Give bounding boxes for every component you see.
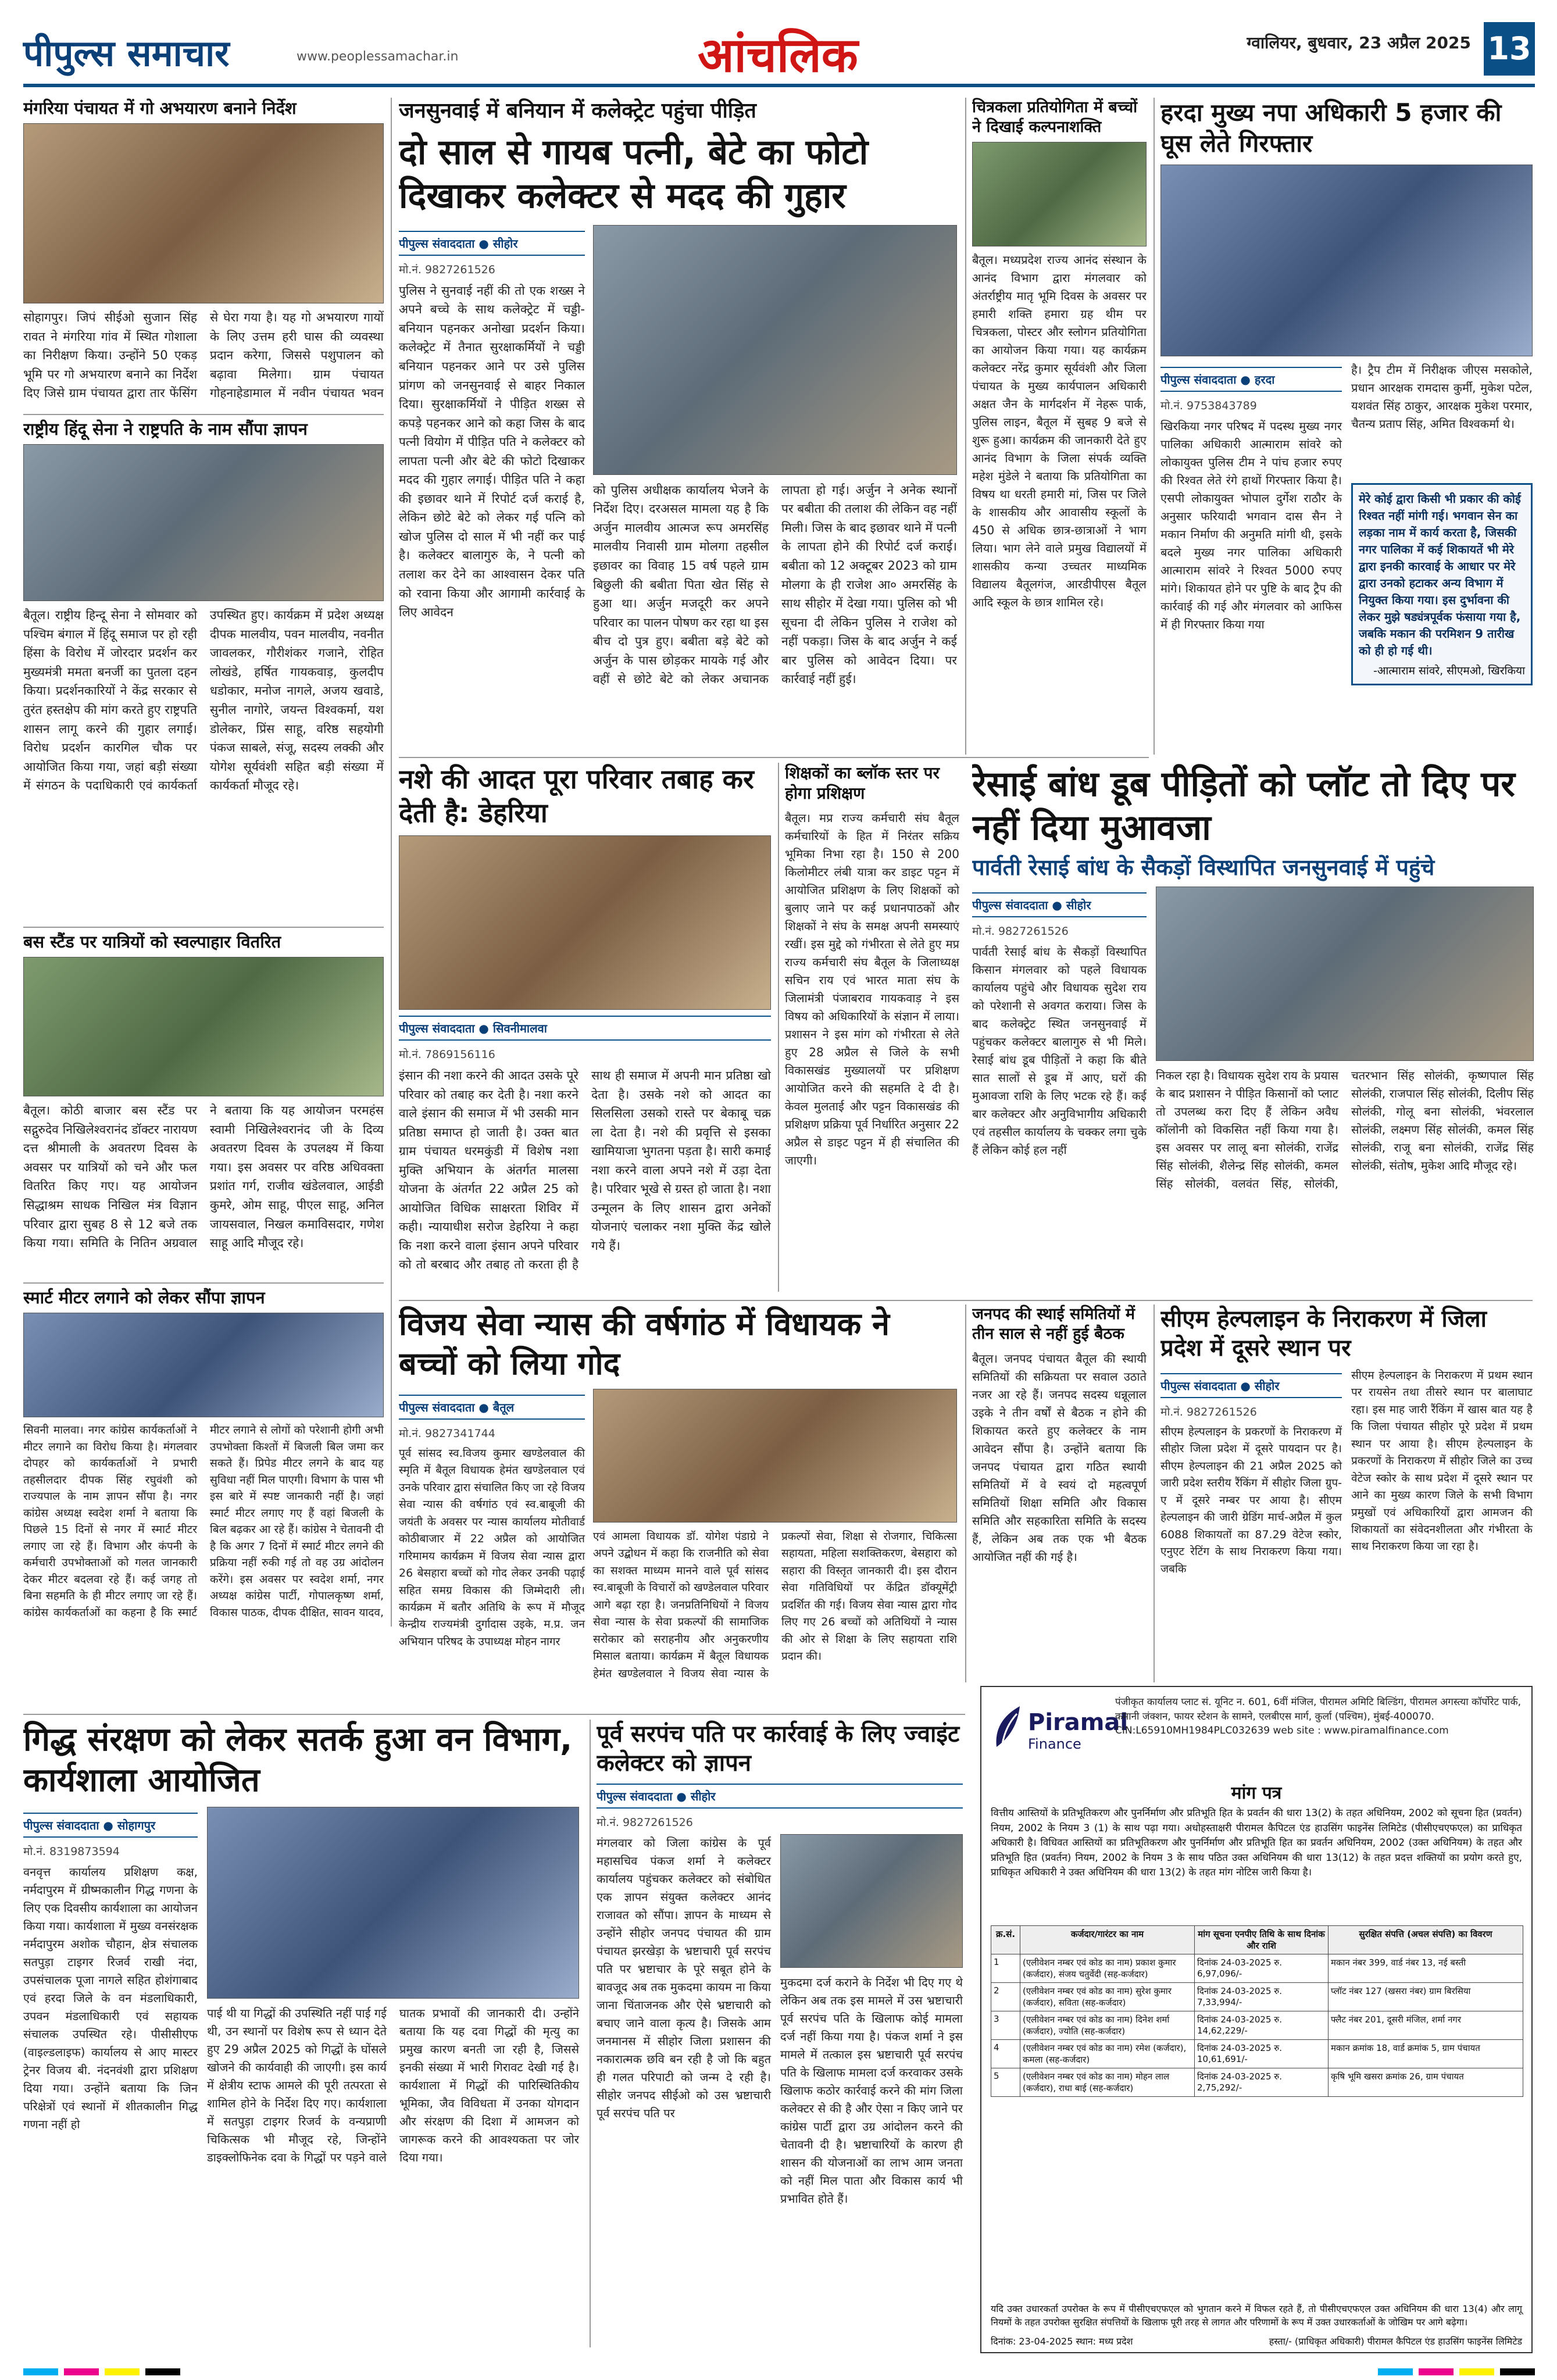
byline: पीपुल्स संवाददाता ● सीहोर — [399, 231, 585, 256]
masthead — [23, 17, 1535, 87]
table-header: क्र.सं. — [991, 1926, 1020, 1954]
ad-signature — [991, 2335, 1522, 2347]
story-hindu-sena — [23, 419, 384, 924]
story-photo — [23, 957, 384, 1096]
ad-footer: यदि उक्त उधारकर्ता उपरोक्त के रूप में पीसीएचएफएल को भुगतान करने में विफल रहते हैं, तो पीसीएचएफएल उक्त अधिनियम की धारा 13(4) और लागू नियमों के तहत उपरोक्त सुरक्षित संपत्तियों के खिलाफ पूरी तरह से लागत और परिणामों के रूप में उक्त उधारकर्ताओं के जोखिम पर आगे बढ़ेगा। — [991, 2303, 1522, 2328]
story-sarpanch — [597, 1720, 963, 2353]
story-body: निकल रहा है। विधायक सुदेश राय के प्रयास के बाद प्रशासन ने पीड़ित किसानों को प्लाट तो उपलब्ध करा दिए हैं लेकिन अवैध कॉलोनी को विकसित नहीं किया गया है। इस अवसर पर लालू बना सोलंकी, राजेंद्र सिंह सोलंकी, शैलेन्द्र सिंह सोलंकी, कमल सिंह सोलंकी, वलवंत सिंह, — [1156, 1069, 1338, 1191]
kicker: जनसुनवाई में बनियान में कलेक्ट्रेट पहुंचा पीड़ित — [399, 99, 756, 123]
quote-text: मेरे कोई द्वारा किसी भी प्रकार की कोई रिश्वत नहीं मांगी गई। भगवान सेन का लड़का नाम में कार्य करता है, जिसकी नगर पालिका में कई शिकायतें भी मेरे द्वारा इनकी कारवाई के आधार पर मेरे द्वारा उनको हटाकर अन्य विभाग में नियुक्त किया गया। इस दुर्भावना की लेकर मुझे षड्यंत्रपूर्वक फंसाया गया है, जबकि मकान की परमिशन 9 तारीख को ही हो गई थी। — [1359, 492, 1521, 657]
story-body: को पुलिस अधीक्षक कार्यालय भेजने के निर्देश दिए। दरअसल मामला यह है कि अर्जुन मालवीय आत्मज रूप अमरसिंह मालवीय निवासी ग्राम मोलगा तहसील इछावर का विवाह 15 वर्ष पहले ग्राम बिछुली की बबीता पिता खेत सिंह से हुआ था। अर्जुन मजदूरी कर अपने परिवार का पालन पोषण कर रहा था इस बीच दो पुत्र हुए। बबीता बड़े बेटे को अर्जुन के पास छोड़कर मायके गई और वहीं से छोटे बेटे को लेकर अचानक — [593, 483, 769, 687]
story-photo — [399, 835, 771, 1010]
story-photo — [23, 444, 384, 601]
table-cell: दिनांक 24-03-2025 रु. 2,75,292/- — [1195, 2068, 1329, 2097]
ad-address: पंजीकृत कार्यालय प्लाट सं. यूनिट न. 601, 6वीं मंजिल, पीरामल अमिटि बिल्डिंग, पीरामल अगस्त्या कॉर्पोरेट पार्क, कमानी जंक्शन, फायर स्टेशन के सामने, एलबीएस मार्ग, कुर्ला (पश्चिम), मुंबई-400070. CIN:L65910MH1984PLC032639 web site : www.piramalfinance.com — [1115, 1696, 1522, 1737]
ad-sign-place: दिनांक: 23-04-2025 स्थान: मध्य प्रदेश — [991, 2336, 1133, 2347]
mobile-number: मो.नं. 9827261526 — [972, 925, 1069, 938]
byline: पीपुल्स संवाददाता ● बैतूल — [399, 1395, 585, 1420]
table-cell: दिनांक 24-03-2025 रु. 7,33,994/- — [1195, 1983, 1329, 2011]
table-row — [991, 2011, 1523, 2040]
story-gaushala — [23, 98, 384, 412]
table-cell: मकान क्रमांक 18, वार्ड क्रमांक 5, ग्राम पंचायत — [1329, 2040, 1523, 2068]
table-cell: फ्लैट नंबर 201, दूसरी मंजिल, शर्मा नगर — [1329, 2011, 1523, 2040]
headline: गिद्ध संरक्षण को लेकर सतर्क हुआ वन विभाग, कार्यशाला आयोजित — [23, 1721, 573, 1799]
story-photo — [972, 142, 1147, 246]
table-cell: (एलीवेशन नम्बर एवं कोड का नाम) दिनेश शर्मा (कर्जदार), ज्योति (सह-कर्जदार) — [1020, 2011, 1195, 2040]
story-body: बैतूल। मप्र राज्य कर्मचारी संघ बैतूल कर्मचारियों के हित में निरंतर सक्रिय भूमिका निभा रहा है। 150 से 200 किलोमीटर लंबी यात्रा कर डाइट पट्टन में आयोजित प्रशिक्षण के लिए शिक्षकों को बुलाए जाने पर कई प्रधानपाठकों और शिक्षकों ने संघ के समक्ष अपनी समस्याएं रखीं। इस मुद्दे को गंभीरता से लेते हुए मप्र राज्य कर्मचारी संघ बैतूल के जिलाध्यक्ष सचिन राय एवं भारत माता संघ के जिलामंत्री पंजाबराव गायकवाड़ ने इस विषय को अधिकारियों के संज्ञान में लाया। प्रशासन ने इस मांग को गंभीरता से लेते हुए 28 अप्रैल से जिले के सभी विकासखंड मुख्यालयों पर प्रशिक्षण आयोजित करने की सहमति दे दी है। केवल मुलताई और पट्टन विकासखंड की प्रशिक्षण प्रक्रिया पूर्व निर्धारित अनुसार 22 अप्रैल से डाइट पट्टन में ही संचालित की जाएगी। — [785, 811, 959, 1167]
story-body: सोलंकी, चतरभान सिंह सोलंकी, कृष्णपाल सिंह सोलंकी, राजपाल सिंह सोलंकी, दिलीप सिंह सोलंकी, गोलू बना सोलंकी, भंवरलाल सोलंकी, लक्ष्मण सिंह सोलंकी, कमल सिंह सोलंकी, राजू बना सोलंकी, राजेंद्र सिंह सोलंकी, संतोष, मुकेश आदि मौजूद रहे। — [1304, 1069, 1534, 1191]
headline: जनपद की स्थाई समितियों में तीन साल से नहीं हुई बैठक — [972, 1305, 1135, 1343]
story-body: एवं आमला विधायक डॉ. योगेश पंडाग्रे ने अपने उद्बोधन में कहा कि राजनीति को सेवा का सशक्त माध्यम मानने वाले पूर्व सांसद स्व.बाबूजी के विचारों को खण्डेलवाल परिवार आगे बढ़ा रहा है। जनप्रतिनिधियों ने विजय सेवा न्यास के सेवा प्रकल्पों की सामाजिक सरोकार को सराहनीय और अनुकरणीय मिसाल बताया। कार्यक्रम में बैतूल विधायक हेमंत — [593, 1530, 769, 1680]
story-body: सीएम हेल्पलाइन के निराकरण में प्रथम स्थान पर रायसेन तथा तीसरे स्थान पर बालाघाट रहा। इस माह जारी रैंकिंग में खास बात यह है कि जिला पंचायत सीहोर पूरे प्रदेश में प्रथम स्थान पर आया है। सीएम हेल्पलाइन के प्रकरणों के निराकरण में सीहोर जिले का उच्च वेटेज स्कोर के साथ प्रदेश में दूसरे स्थान पर आने का मुख्य कारण जिले के सभी विभाग प्रमुखों एवं अधिकारियों द्वारा आमजन की शिकायतों का संवेदनशीलता और गंभीरता के साथ निराकरण किया जा रहा है। — [1351, 1369, 1533, 1553]
headline: राष्ट्रीय हिंदू सेना ने राष्ट्रपति के नाम सौंपा ज्ञापन — [23, 419, 308, 439]
table-cell: कृषि भूमि खसरा क्रमांक 26, ग्राम पंचायत — [1329, 2068, 1523, 2097]
story-body: वनवृत्त कार्यालय प्रशिक्षण कक्ष, नर्मदापुरम में ग्रीष्मकालीन गिद्ध गणना के लिए एक दिवसीय कार्यशाला का आयोजन किया गया। कार्यशाला में मुख्य वनसंरक्षक नर्मदापुरम अशोक चौहान, क्षेत्र संचालक सतपुड़ा टाइगर रिजर्व राखी नंदा, उपसंचालक पूजा नागले सहित होशंगाबाद एवं हरदा जिले के वन मंडलाधिकारी, उपवन मंडलाधिकारी एवं सहायक संचालक उपस्थित रहे। पीसीसीएफ (वाइल्डलाइफ) कार्यालय से आए मास्टर ट्रेनर विजय बी. नंदनवंशी द्वारा प्रशिक्षण दिया गया। उन्होंने बताया कि जिन परिक्षेत्रों एवं स्थानों में शीतकालीन गिद्ध गणना नहीं हो — [23, 1865, 198, 2131]
story-body: मुकदमा दर्ज कराने के निर्देश भी दिए गए थे लेकिन अब तक इस मामले में उस भ्रष्टाचारी पूर्व सरपंच पति के खिलाफ कोई मामला दर्ज नहीं किया गया है। पंकज शर्मा ने इस मामले में तत्काल इस भ्रष्टाचारी पूर्व सरपंच पति के खिलाफ मामला दर्ज करवाकर उसके खिलाफ कठोर कार्रवाई करने की मांग जिला कलेक्टर से की है और ऐसा न किए जाने पर कांग्रेस पार्टी द्वारा उग्र आंदोलन करने की चेतावनी दी है। भ्रष्टाचारियों के कारण ही शासन की योजनाओं का लाभ आम जनता को नहीं मिल पाता और विकास कार्य भी प्रभावित होते हैं। — [780, 1975, 963, 2206]
table-cell: 4 — [991, 2040, 1020, 2068]
story-body: बढ़ावा मिलेगा। ग्राम पंचायत गोहनाहेडामाल में नवीन पंचायत भवन — [210, 367, 384, 401]
piramal-advertisement — [980, 1686, 1533, 2353]
story-body: सोहागपुर। जिपं सीईओ सुजान सिंह रावत ने मंगरिया गांव में स्थित गोशाला का निरीक्षण किया। उन्होंने 50 एकड़ भूमि पर गो अभयारण बनाने का निर्देश दिए जिसे ग्राम पंचायत द्वारा तार फेंसिंग से घेरा गया है। यह गो अभयारण गायों के लिए उत्तम हरी घास की व्यवस्था प्रदान करेगा, जिससे पशुपालन को — [23, 310, 384, 401]
table-row — [991, 2068, 1523, 2097]
story-body: बैतूल। जनपद पंचायत बैतूल की स्थायी समितियों की सक्रियता पर सवाल उठाते नजर आ रहे हैं। जनपद सदस्य धन्नूलाल उइके ने तीन वर्षों से बैठक न होने की शिकायत करते हुए कलेक्टर के नाम आवेदन सौंपा है। उन्होंने बताया कि जनपद पंचायत द्वारा गठित स्थायी समितियों में वे स्वयं दो महत्वपूर्ण समितियों शिक्षा समिति और विकास समिति और सहकारिता समिति के सदस्य हैं, लेकिन अब तक एक भी बैठक आयोजित नहीं की गई है। — [972, 1351, 1147, 1564]
table-cell: 2 — [991, 1983, 1020, 2011]
ad-table — [991, 1925, 1523, 2097]
story-giddh — [23, 1720, 581, 2353]
table-row — [991, 1983, 1523, 2011]
headline: चित्रकला प्रतियोगिता में बच्चों ने दिखाई कल्पनाशक्ति — [972, 98, 1138, 136]
headline: स्मार्ट मीटर लगाने को लेकर सौंपा ज्ञापन — [23, 1288, 265, 1307]
table-cell: प्लॉट नंबर 127 (खसरा नंबर) ग्राम बिरसिया — [1329, 1983, 1523, 2011]
table-cell: 5 — [991, 2068, 1020, 2097]
table-cell: दिनांक 24-03-2025 रु. 14,62,229/- — [1195, 2011, 1329, 2040]
table-header: सुरक्षित संपत्ति (अचल संपत्ति) का विवरण — [1329, 1926, 1523, 1954]
story-body: पार्वती रेसाई बांध के सैकड़ों विस्थापित किसान मंगलवार को पहले विधायक कार्यालय पहुंचे और विधायक सुदेश राय को परेशानी से अवगत कराया। जिस के बाद कलेक्ट्रेट स्थित जनसुनवाई में पहुंचकर कलेक्टर बालागुरु से भी मिले। रेसाई बांध डूब पीड़ितों ने कहा कि बीते सात सालों से डूब में आए, घरों की मुआवजा राशि के लिए भटक रहे हैं। कई बार कलेक्टर और अनुविभागीय अधिकारी एवं तहसील कार्यालय के चक्कर लगा चुके हैं लेकिन कोई हल नहीं — [972, 945, 1147, 1157]
story-body: पाई थी या गिद्धों की उपस्थिति नहीं पाई गई थी, उन स्थानों पर विशेष रूप से ध्यान देते हुए 29 अप्रैल 2025 को गिद्धों के घोंसले खोजने की कार्यवाही की जाएगी। इस कार्य में क्षेत्रीय स्टाफ आमले की पूरी तत्परता से शामिल होने के निर्देश दिए गए। कार्यशाला में सतपुड़ा टाइगर रिजर्व के वन्यप्राणी चिकित्सक भी मौजूद रहे, जिन्होंने डाइक्लोफिनेक दवा के गिद्धों पर — [207, 2006, 387, 2164]
story-smart-meter — [23, 1287, 384, 1624]
table-cell: दिनांक 24-03-2025 रु. 10,61,691/- — [1195, 2040, 1329, 2068]
table-cell: (एलीवेशन नम्बर एवं कोड का नाम) रमेश (कर्जदार), कमला (सह-कर्जदार) — [1020, 2040, 1195, 2068]
table-cell: 3 — [991, 2011, 1020, 2040]
byline: पीपुल्स संवाददाता ● सिवनीमालवा — [399, 1016, 771, 1041]
story-body: पड़ने वाले घातक प्रभावों की जानकारी दी। उन्होंने बताया कि यह दवा गिद्धों की मृत्यु का प्रमुख कारण बनती जा रही है, जिससे इनकी संख्या में भारी गिरावट देखी गई है। कार्यशाला में गिद्धों की पारिस्थितिकीय भूमिका, जैव विविधता में उनका योगदान और संरक्षण की दिशा में आमजन को जागरूक करने की आवश्यकता पर जोर दिया गया। — [345, 2006, 579, 2164]
story-body: बैतूल। मध्यप्रदेश राज्य आनंद संस्थान के आनंद विभाग द्वारा मंगलवार को अंतर्राष्ट्रीय मातृ भूमि दिवस के अवसर पर हमारी शक्ति हमारा ग्रह थीम पर चित्रकला, पोस्टर और स्लोगन प्रतियोगिता का आयोजन किया गया। यह कार्यक्रम कलेक्टर नरेंद्र कुमार सूर्यवंशी और जिला पंचायत के मुख्य कार्यपालन अधिकारी अक्षत जैन के मार्गदर्शन में नेहरू पार्क, पुलिस लाइन, बैतूल में सुबह 9 बजे से शुरू हुआ। कार्यक्रम की जानकारी देते हुए आनंद विभाग के जिला संपर्क व्यक्ति महेश मुंडेले ने बताया कि प्रतियोगिता का विषय था धरती हमारी मां, जिस पर जिले के शासकीय और आवासीय स्कूलों के 450 से अधिक छात्र-छात्राओं ने भाग लिया। भाग लेने वाले प्रमुख विद्यालयों में शासकीय कन्या उच्चतर माध्यमिक विद्यालय बैतूलगंज, आरडीपीएस बैतूल आदि स्कूल के छात्र शामिल रहे। — [972, 252, 1147, 609]
story-body: बैतूल। राष्ट्रीय हिन्दू सेना ने सोमवार को पश्चिम बंगाल में हिंदू समाज पर हो रही हिंसा के विरोध में जोरदार प्रदर्शन कर मुख्यमंत्री ममता बनर्जी का पुतला दहन किया। प्रदर्शनकारियों ने केंद्र सरकार से तुरंत हस्तक्षेप की मांग करते हुए राष्ट्रपति शासन लागू करने की गुहार लगाई। विरोध प्रदर्शन कारगिल चौक पर आयोजित किया गया, जहां बड़ी संख्या में संगठन के पदाधिकारी — [23, 608, 197, 793]
color-registration-bar — [0, 2365, 1557, 2380]
story-photo — [593, 1389, 957, 1523]
table-row — [991, 1954, 1523, 1983]
story-lead-janpad — [399, 98, 957, 755]
story-body: बताया कि यह आयोजन परमहंस स्वामी निखिलेश्वरानंद जी के दिव्य अवतरण दिवस के उपलक्ष्य में किया गया। इस अवसर पर वरिष्ठ अधिवक्ता प्रशांत गर्ग, राजीव खंडेलवाल, आईडी कुमरे, ओम साहू, पीएल साहू, अनिल जायसवाल, निखल कमाविसदार, गणेश साहू आदि मौजूद रहे। — [210, 1103, 384, 1250]
table-cell: 1 — [991, 1954, 1020, 1983]
table-header: मांग सूचना एनपीए तिथि के साथ दिनांक और राशि — [1195, 1926, 1329, 1954]
byline: पीपुल्स संवाददाता ● सीहोर — [597, 1784, 963, 1809]
table-cell: (एलीवेशन नम्बर एवं कोड का नाम) मोहन लाल (कर्जदार), राधा बाई (सह-कर्जदार) — [1020, 2068, 1195, 2097]
newspaper-brand: पीपुल्स समाचार — [23, 32, 230, 74]
mobile-number: मो.नं. 9827341744 — [399, 1427, 495, 1440]
story-photo — [23, 1313, 384, 1417]
deck: पार्वती रेसाई बांध के सैकड़ों विस्थापित जनसुनवाई में पहुंचे — [972, 855, 1435, 880]
piramal-leaf-icon — [991, 1703, 1026, 1750]
page-number: 13 — [1484, 22, 1535, 76]
table-cell: (एलीवेशन नम्बर एवं कोड का नाम) सुरेश कुमार (कर्जदार), सविता (सह-कर्जदार) — [1020, 1983, 1195, 2011]
story-bus-stand — [23, 931, 384, 1280]
headline: मंगरिया पंचायत में गो अभयारण बनाने निर्देश — [23, 98, 297, 118]
story-body: खिरकिया नगर परिषद में पदस्थ मुख्य नगर पालिका अधिकारी आत्माराम सांवरे को लोकायुक्त पुलिस टीम ने पांच हजार रुपए की रिश्वत लेते रंगे हाथों गिरफ्तार किया है। एसपी लोकायुक्त भोपाल दुर्गेश राठौर के अनुसार फरियादी भगवान दास सैन ने मकान निर्माण की अनुमति मांगी थी, इसके बदले मुख्य नगर पालिका अधिकारी आत्माराम सांवरे ने रिश्वत 5000 रुपए मांगे। शिकायत होने पर पुष्टि के बाद ट्रैप की कार्रवाई की गई और मंगलवार को आफिस में ही गिरफ्तार किया गया — [1160, 419, 1342, 631]
dateline: ग्वालियर, बुधवार, 23 अप्रैल 2025 — [1247, 33, 1471, 52]
story-body: है। ट्रैप टीम में निरीक्षक जीएस मसकोले, प्रधान आरक्षक रामदास कुर्मी, मुकेश पटेल, यशवंत सिंह ठाकुर, आरक्षक मुकेश परमार, चैतन्य प्रताप सिंह, अमित विश्वकर्मा थे। — [1351, 363, 1533, 431]
table-header: कर्जदार/गारंटर का नाम — [1020, 1926, 1195, 1954]
table-cell: दिनांक 24-03-2025 रु. 6,97,096/- — [1195, 1954, 1329, 1983]
mobile-number: मो.नं. 7869156116 — [399, 1048, 495, 1061]
story-photo — [593, 225, 957, 475]
headline: शिक्षकों का ब्लॉक स्तर पर होगा प्रशिक्षण — [785, 763, 940, 803]
table-cell: मकान नंबर 399, वार्ड नंबर 13, नई बस्ती — [1329, 1954, 1523, 1983]
ad-sign-officer: हस्ता/- (प्राधिकृत अधिकारी) पीरामल कैपिटल एंड हाउसिंग फाइनेंस लिमिटेड — [1269, 2336, 1522, 2347]
story-body: लापता हो गई। अर्जुन ने अनेक स्थानों पर बबीता की तलाश की लेकिन वह नहीं मिली। जिस के बाद इछावर थाने में पत्नी के लापता होने की रिपोर्ट दर्ज कराई। बबीता को 12 अक्टूबर 2023 को ग्राम मोलगा के ही राजेश आ० अमरसिंह के साथ सीहोर में देखा गया। पुलिस को भी सूचना दी लेकिन पुलिस ने राजेश को नहीं पकड़ा। जिस के बाद अर्जुन ने कई बार पुलिस को आवेदन दिया। पर कार्रवाई नहीं हुई। — [781, 483, 957, 687]
story-resai — [972, 763, 1534, 1298]
headline: दो साल से गायब पत्नी, बेटे का फोटो दिखाकर कलेक्टर से मदद की गुहार — [399, 131, 869, 216]
story-body: डेहरिया ने कहा कि नशा करने वाला इंसान अपने परिवार को तो बरबाद और तबाह तो करता ही है साथ ही समाज में अपनी मान प्रतिष्ठा खो देता है। उसके नशे को आदत का सिलसिला उसको रास्ते पर बेकाबू चक्र ला देता है। नशे की प्रवृत्ति से इसका खामियाजा भुगतना पड़ता है। सारी कमाई नशा करने वाला अपने नशे में उड़ा देता है। परिवार भूखे से ग्रस्त हो जाता है। नशा उन्मूलन के लिए शासन द्वारा अनेकों योजनाएं चलाकर नशा मुक्ति केंद्र खोले गये हैं। — [399, 1069, 771, 1272]
section-title: आंचलिक — [698, 27, 858, 83]
story-body: सिवनी मालवा। नगर कांग्रेस कार्यकर्ताओं ने मीटर लगाने का विरोध किया है। मंगलवार दोपहर को कार्यकर्ताओं ने प्रभारी तहसीलदार दीपक सिंह रघुवंशी को राज्यपाल के नाम ज्ञापन सौंपा है। नगर कांग्रेस अध्यक्ष स्वदेश शर्मा ने बताया कि पिछले 15 दिनों से नगर में स्मार्ट मीटर लगाए जा रहे हैं। विभाग और कंपनी के कर्मचारी उपभोक्ताओं को गलत जानकारी देकर मीटर बदलवा रहे हैं। कई जगह तो बिना सहमति के ही मीटर लगाए जा रहे हैं। कांग्रेस कार्यकर्ताओं का कहना है कि स्मार्ट मीटर लगाने से लोगों को परेशानी होगी अभी उपभोक्ता — [23, 1424, 384, 1619]
story-photo — [1160, 165, 1533, 356]
quote-attribution: -आत्माराम सांवरे, सीएमओ, खिरकिया — [1373, 664, 1525, 677]
story-harda — [1160, 98, 1533, 755]
headline: पूर्व सरपंच पति पर कार्रवाई के लिए ज्वाइंट कलेक्टर को ज्ञापन — [597, 1721, 960, 1777]
headline: सीएम हेल्पलाइन के निराकरण में जिला प्रदेश में दूसरे स्थान पर — [1160, 1306, 1487, 1361]
story-body: मंगलवार को जिला कांग्रेस के पूर्व महासचिव पंकज शर्मा ने कलेक्टर कार्यालय पहुंचकर कलेक्टर को संबोधित एक ज्ञापन संयुक्त कलेक्टर आनंद राजावत को सौंपा। ज्ञापन के माध्यम से उन्होंने सीहोर जनपद पंचायत की ग्राम पंचायत झरखेड़ा के भ्रष्टाचारी पूर्व सरपंच पति पर भ्रष्टाचार के पूरे सबूत होने के बावजूद अब तक मुकदमा कायम ना किया जाना चिंताजनक और ऐसे भ्रष्टाचारी को बचाए जाने वाला कृत्य है। जिसके आम जनमानस में सीहोर जिला प्रशासन की नकारात्मक छवि बन रही है जो कि बहुत ही गलत परिपाटी को जन्म दे रही है। सीहोर जनपद सीईओ को उस भ्रष्टाचारी पूर्व सरपंच पति पर — [597, 1836, 771, 2120]
mobile-number: मो.नं. 9827261526 — [399, 263, 495, 276]
story-vijay — [399, 1305, 957, 1711]
story-shikshak — [785, 763, 959, 1298]
story-body: इंसान की नशा करने की आदत उसके पूरे परिवार को तबाह कर देती है। नशा करने वाले इंसान की समाज में भी उसकी मान प्रतिष्ठा समाप्त हो जाती है। उक्त बात ग्राम पंचायत धरमकुंडी में विशेष नशा मुक्ति अभियान के अंतर्गत मालसा योजना के अंतर्गत 22 अप्रैल 25 को आयोजित विधिक साक्षरता शिविर में कही। न्यायाधीश सरोज — [399, 1069, 578, 1234]
ad-brand-sub: Finance — [1028, 1736, 1081, 1752]
story-body: बैतूल। कोठी बाजार बस स्टैंड पर सद्गुरुदेव निखिलेश्वरानंद डॉक्टर नारायण दत्त श्रीमाली के अवतरण दिवस के अवसर पर यात्रियों को चने और फल वितरित किए गए। यह आयोजन सिद्धाश्रम साधक निखिल मंत्र विज्ञान परिवार द्वारा सुबह 8 से 12 बजे तक किया गया। समिति के नितिन अग्रवाल ने — [23, 1103, 217, 1250]
mobile-number: मो.नं. 9753843789 — [1160, 399, 1257, 412]
ad-title: मांग पत्र — [1231, 1783, 1282, 1803]
byline: पीपुल्स संवाददाता ● सोहागपुर — [23, 1813, 198, 1838]
headline: बस स्टैंड पर यात्रियों को स्वल्पाहार वितरित — [23, 932, 281, 952]
story-body: सीएम हेल्पलाइन के प्रकरणों के निराकरण में सीहोर जिला प्रदेश में दूसरे पायदान पर है। सीएम हेल्पलाइन की 21 अप्रैल 2025 को जारी प्रदेश स्तरीय रैंकिंग में सीहोर जिला ग्रुप-ए में दूसरे नम्बर पर आया है। सीएम हेल्पलाइन की जारी ग्रेडिंग मार्च-अप्रैल में कुल 6088 शिकायतों का 87.29 वेटेज स्कोर, एनुएट रेटिंग के साथ निराकरण किया गया। जबकि — [1160, 1425, 1342, 1575]
headline: नशे की आदत पूरा परिवार तबाह कर देती है: डेहरिया — [399, 763, 754, 828]
story-cm-helpline — [1160, 1305, 1533, 1677]
story-photo — [780, 1834, 963, 1968]
piramal-logo — [991, 1698, 1129, 1767]
story-body: खण्डेलवाल ने विजय सेवा न्यास के प्रकल्पों सेवा, शिक्षा से रोजगार, चिकित्सा सहायता, महिला सशक्तिकरण, बेसहारा को सहारा की विस्तृत जानकारी दी। इस दौरान सेवा गतिविधियों पर केंद्रित डॉक्यूमेंट्री प्रदर्शित की गई। विजय सेवा न्यास द्वारा गोद लिए गए 26 बच्चों को अतिथियों ने न्यास की ओर से शिक्षा के लिए सहायता राशि प्रदान की। — [618, 1530, 957, 1680]
quote-box — [1351, 483, 1533, 685]
table-row — [991, 2040, 1523, 2068]
mobile-number: मो.नं. 9827261526 — [1160, 1406, 1257, 1418]
story-body: पुलिस ने सुनवाई नहीं की तो एक शख्स ने अपने बच्चे के साथ कलेक्ट्रेट में चड्डी-बनियान पहनकर अनोखा प्रदर्शन किया। कलेक्ट्रेट में तैनात सुरक्षाकर्मियों ने चड्डी बनियान पहनकर आने पर उसे पुलिस प्रांगण को जनसुनवाई से बाहर निकाल दिया। सुरक्षाकर्मियों ने पीड़ित शख्स से कपड़े पहनकर आने को कहा जिस के बाद पत्नी वियोग में पीड़ित पति ने कलेक्टर को लापता पत्नी और बेटे की फोटो दिखाकर मदद की गुहार लगाई। पीड़ित पति ने कहा की इछावर थाने में रिपोर्ट दर्ज कराई है, लेकिन छोटे बेटे को लेकर गई पत्नि को खोज पुलिस दो साल में भी नहीं कर पाई है। कलेक्टर बालागुरु के, ने पत्नी को तलाश कर देने का आश्वासन देकर पति को रवाना किया और आगामी कार्रवाई के लिए आवेदन — [399, 283, 585, 620]
ad-brand-name: Piramal — [1028, 1709, 1129, 1736]
byline: पीपुल्स संवाददाता ● हरदा — [1160, 367, 1342, 392]
byline: पीपुल्स संवाददाता ● सीहोर — [972, 892, 1147, 917]
headline: विजय सेवा न्यास की वर्षगांठ में विधायक ने बच्चों को लिया गोद — [399, 1306, 890, 1382]
story-nasha — [399, 763, 771, 1298]
story-photo — [23, 123, 384, 303]
byline: पीपुल्स संवाददाता ● सीहोर — [1160, 1373, 1342, 1398]
headline: हरदा मुख्य नपा अधिकारी 5 हजार की घूस लेते गिरफ्तार — [1160, 98, 1502, 158]
story-photo — [207, 1807, 579, 1999]
story-janpad-sthayi — [972, 1305, 1147, 1677]
story-photo — [1156, 887, 1534, 1061]
mobile-number: मो.नं. 9827261526 — [597, 1816, 693, 1829]
website-url[interactable]: www.peoplessamachar.in — [297, 49, 459, 64]
story-chitrakala — [972, 98, 1147, 755]
headline: रेसाई बांध डूब पीड़ितों को प्लॉट तो दिए पर नहीं दिया मुआवजा — [972, 764, 1515, 848]
mobile-number: मो.नं. 8319873594 — [23, 1845, 120, 1858]
ad-intro: वित्तीय आस्तियों के प्रतिभूतिकरण और पुनर्निर्माण और प्रतिभूति हित के प्रवर्तन की धारा 13(2) के तहत अधिनियम, 2002 को सूचना हित (प्रवर्तन) नियम, 2002 के नियम 3 (1) के साथ पढ़ा गया। अधोहस्ताक्षरी पीरामल कैपिटल एंड हाउसिंग फाइनेंस लिमिटेड (पीसीएचएफएल) का प्राधिकृत अधिकारी है। विधिवत आस्तियों का प्रतिभूतिकरण और पुनर्निर्माण और प्रतिभूति हित का प्रवर्तन अधिनियम, 2002 (उक्त अधिनियम) के तहत और प्रतिभूति हित (प्रवर्तन) नियम, 2002 के नियम 3 के साथ पठित उक्त अधिनियम की धारा 13(12) के तहत प्रदत्त शक्तियों का प्रयोग करते हुए, प्राधिकृत अधिकारी ने उक्त अधिनियम की धारा 13(2) के तहत मांग नोटिस जारी किया है। — [991, 1807, 1522, 1878]
story-body: किश्तों में बिजली बिल जमा कर सकते हैं। प्रिपेड मीटर लगने के बाद यह सुविधा नहीं मिल पाएगी। विभाग के पास भी इस बारे में स्पष्ट जानकारी नहीं है। जहां स्मार्ट मीटर लगाए गए हैं वहां बिजली के बिल बढ़कर आ रहे हैं। कांग्रेस ने चेतावनी दी है कि अगर 7 दिनों में स्मार्ट मीटर लगने की प्रक्रिया नहीं रुकी गई तो वह उग्र आंदोलन करेंगे। इस अवसर पर स्वदेश शर्मा, नगर अध्यक्ष कांग्रेस पार्टी, गोपालकृष्ण शर्मा, विकास पाठक, दीपक दीक्षित, सावन यादव, — [210, 1440, 384, 1619]
story-body: पूर्व सांसद स्व.विजय कुमार खण्डेलवाल की स्मृति में बैतूल विधायक हेमंत खण्डेलवाल एवं उनके परिवार द्वारा संचालित किए जा रहे विजय सेवा न्यास की वर्षगांठ एवं स्व.बाबूजी की जयंती के अवसर पर न्यास कार्यालय मोतीवार्ड कोठीबाजार में 22 अप्रैल को आयोजित गरिमामय कार्यक्रम में विजय सेवा न्यास द्वारा 26 बेसहारा बच्चों को गोद लेकर उनकी पढ़ाई सहित समग्र विकास की जिम्मेदारी ली। कार्यक्रम में बतौर अतिथि के रूप में मौजूद केन्द्रीय राज्यमंत्री दुर्गादास उइके, म.प्र. जन अभियान परिषद के उपाध्यक्ष मोहन नागर — [399, 1447, 585, 1648]
story-body: एवं कार्यकर्ता उपस्थित हुए। कार्यक्रम में प्रदेश अध्यक्ष दीपक मालवीय, पवन मालवीय, नवनीत जावलकर, गौरीशंकर गजाने, रोहित लोखंडे, हर्षित गायकवाड़, कुलदीप धडोकार, मनोज नागले, अजय खवाडे, सुनील नागोरे, जयन्त विश्वकर्मा, यश डोलेकर, प्रिंस साहू, वरिष्ठ सहयोगी पंकज साबले, संजू, सदस्य लक्की और योगेश सूर्यवंशी सहित बड़ी संख्या में कार्यकर्ता मौजूद रहे। — [138, 608, 384, 793]
table-cell: (एलीवेशन नम्बर एवं कोड का नाम) प्रकाश कुमार (कर्जदार), संजय चतुर्वेदी (सह-कर्जदार) — [1020, 1954, 1195, 1983]
